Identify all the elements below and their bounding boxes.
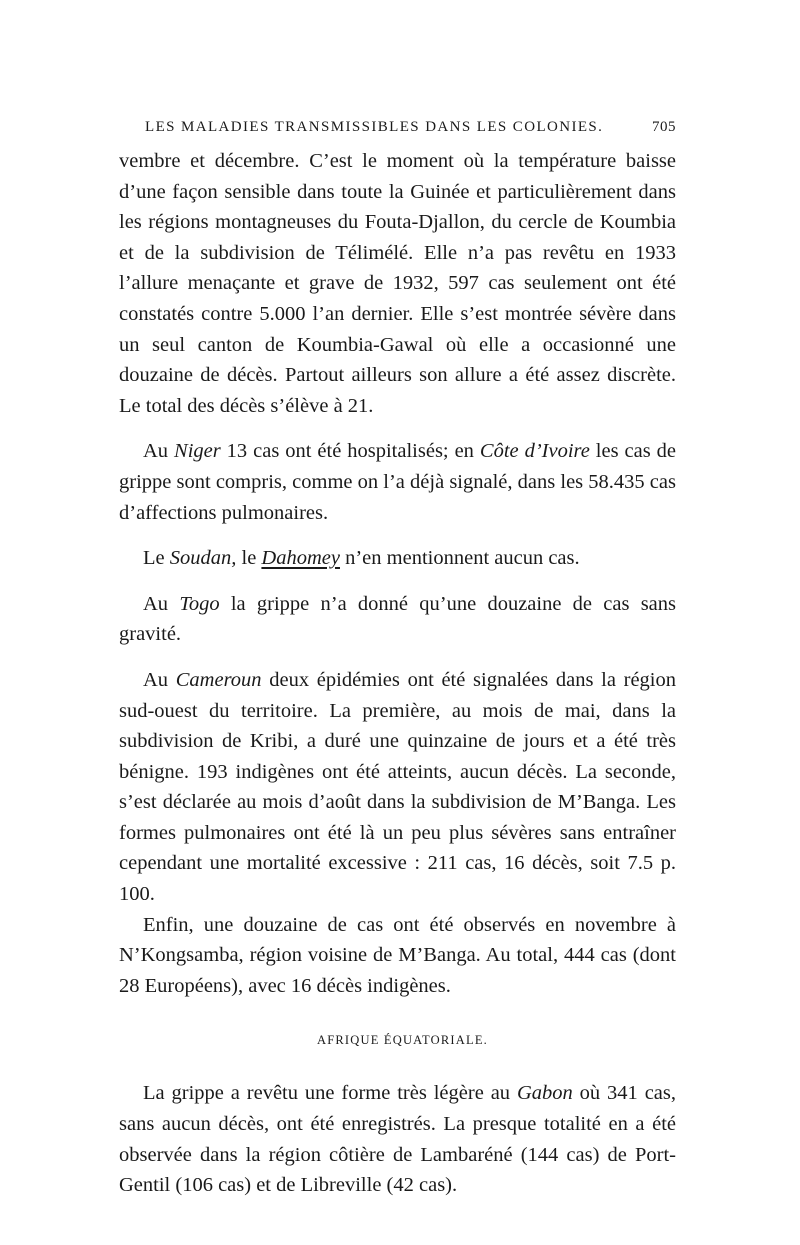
place-gabon: Gabon bbox=[516, 1082, 573, 1105]
paragraph-nkongsamba: Enfin, une douzaine de cas ont été observés en novembre à N’Kongsamba, région voisine de M’Banga. Au total, 444 cas (dont 28 Européens), avec 16 décès indigènes. bbox=[119, 913, 676, 997]
paragraph-soudan-dahomey: Le Soudan, le Dahomey n’en mentionnent aucun cas. bbox=[143, 547, 580, 570]
running-header bbox=[119, 110, 676, 144]
running-title: LES MALADIES TRANSMISSIBLES DANS LES COLONIES. bbox=[145, 119, 604, 135]
page-number: 705 bbox=[652, 119, 676, 135]
paragraph-togo: Au Togo la grippe n’a donné qu’une douzaine de cas sans gravité. bbox=[119, 592, 677, 646]
paragraph-guinee: vembre et décembre. C’est le moment où la température baisse d’une façon sensible dans toute la Guinée et particulièrement dans les régions montagneuses du Fouta-Djallon, du cercle de Koumbia et de la subdivision de Télimélé. Elle n’a pas revêtu en 1933 l’allure menaçante et grave de 1932, 597 cas seulement ont été constatés contre 5.000 l’an dernier. Elle s’est montrée sévère dans un seul canton de Koumbia-Gawal où elle a occasionné une douzaine de décès. Partout ailleurs son allure a été assez discrète. Le total des décès s’élève à 21. bbox=[119, 150, 676, 417]
place-soudan: Soudan, bbox=[169, 547, 237, 570]
paragraph-gabon: La grippe a revêtu une forme très légère au Gabon où 341 cas, sans aucun décès, ont été enregistrés. La presque totalité en a été observée dans la région côtière de Lambaréné (144 cas) de Port-Gentil (106 cas) et de Libreville (42 cas). bbox=[119, 1082, 676, 1197]
place-niger: Niger bbox=[174, 440, 221, 463]
paragraph-cameroun: Au Cameroun deux épidémies ont été signalées dans la région sud-ouest du territoire. La première, au mois de mai, dans la subdivision de Kribi, a duré une quinzaine de jours et a été très bénigne. 193 indigènes ont été atteints, aucun décès. La seconde, s’est déclarée au mois d’août dans la subdivision de M’Banga. Les formes pulmonaires ont été là un peu plus sévères sans entraîner cependant une mortalité excessive : 211 cas, 16 décès, soit 7.5 p. 100. bbox=[119, 668, 676, 906]
place-dahomey: Dahomey bbox=[261, 547, 340, 570]
place-cote-ivoire: Côte d’Ivoire bbox=[479, 440, 590, 463]
paragraph-niger-cote-ivoire: Au Niger 13 cas ont été hospitalisés; en Côte d’Ivoire les cas de grippe sont compris, comme on l’a déjà signalé, dans les 58.435 cas d’affections pulmonaires. bbox=[119, 440, 676, 524]
place-cameroun: Cameroun bbox=[175, 668, 262, 691]
section-title: AFRIQUE ÉQUATORIALE. bbox=[317, 1033, 488, 1048]
document-page bbox=[119, 110, 676, 1201]
place-togo: Togo bbox=[179, 592, 220, 615]
